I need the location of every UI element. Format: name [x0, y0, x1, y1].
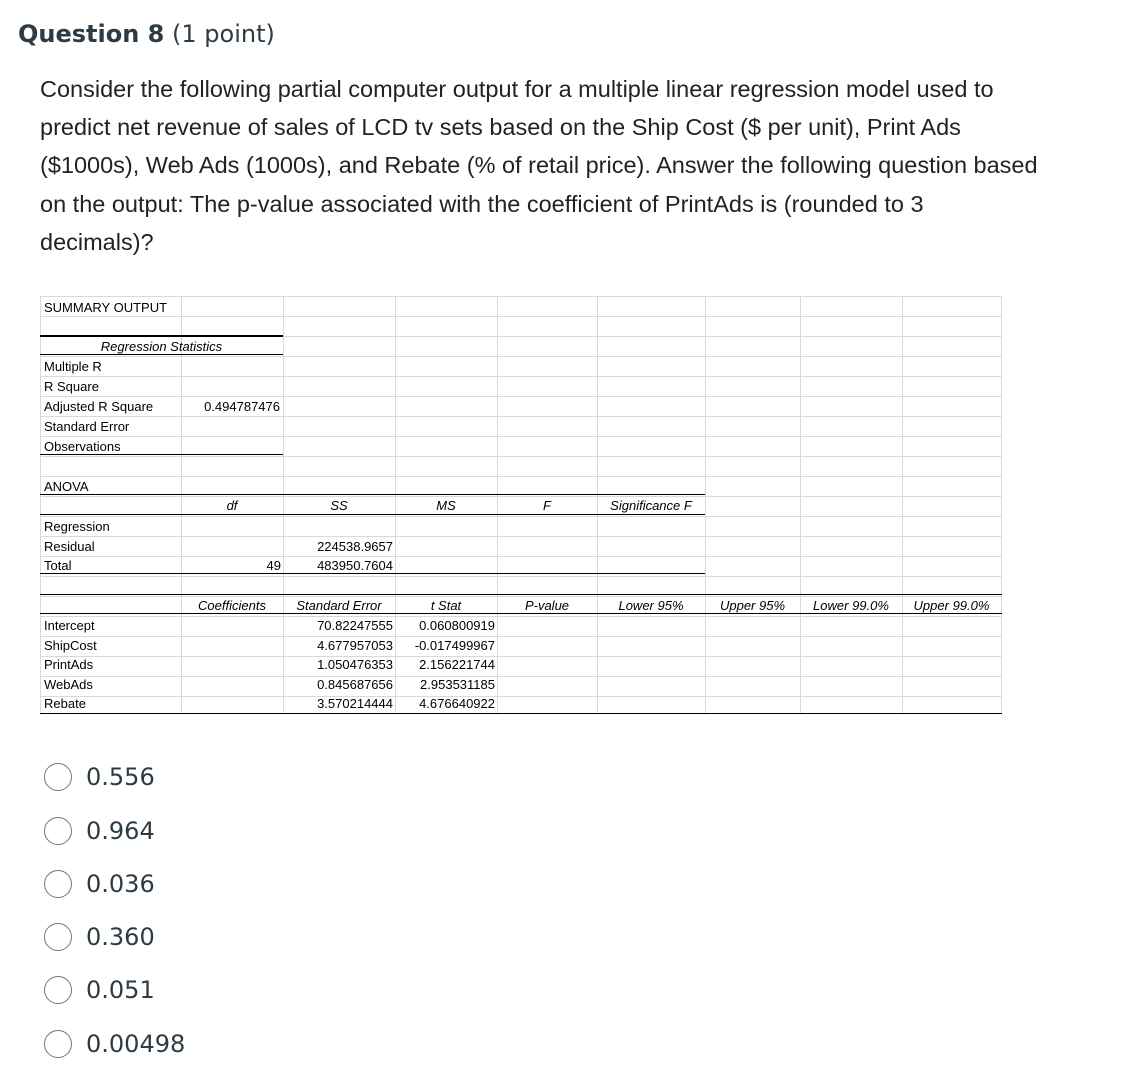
question-text: Consider the following partial computer output for a multiple linear regression model used to predict net revenue of sales of LCD tv sets based on the Ship Cost ($ per unit), Print Ads ($1000s), Web Ads (1000s), and Rebate (% of retail price). Answer the following question based on the output: The p-value associated with the coefficient of PrintAds is (rounded to 3 decimals)? — [40, 76, 1038, 255]
coef-row-label: WebAds — [44, 677, 93, 692]
coef-se: 0.845687656 — [317, 677, 393, 692]
answer-option[interactable] — [44, 864, 155, 904]
coef-tstat: -0.017499967 — [414, 638, 495, 653]
question-points: (1 point) — [172, 20, 275, 48]
stat-label: Multiple R — [44, 359, 102, 374]
total-df-value: 49 — [266, 558, 281, 573]
coef-header: Coefficients — [198, 598, 266, 613]
coef-header: Upper 95% — [719, 598, 786, 613]
answer-option[interactable] — [44, 811, 155, 851]
coef-se: 70.82247555 — [317, 618, 393, 633]
answer-option[interactable] — [44, 917, 155, 957]
anova-row-label: Total — [44, 558, 72, 573]
summary-title: SUMMARY OUTPUT — [44, 300, 168, 315]
question-number: Question 8 — [18, 20, 165, 48]
coef-tstat: 2.156221744 — [419, 657, 495, 672]
coef-se: 4.677957053 — [317, 638, 393, 653]
radio-button[interactable] — [44, 976, 72, 1004]
stat-label: Adjusted R Square — [44, 399, 154, 414]
radio-button[interactable] — [44, 870, 72, 898]
anova-header: df — [226, 498, 238, 513]
residual-ss-value: 224538.9657 — [317, 539, 393, 554]
coef-row-label: PrintAds — [44, 657, 94, 672]
adjusted-r-square-value: 0.494787476 — [204, 399, 280, 414]
anova-header: MS — [436, 498, 456, 513]
coef-header: t Stat — [430, 598, 462, 613]
coef-header: Standard Error — [296, 598, 382, 613]
regression-statistics-header: Regression Statistics — [100, 339, 223, 354]
coef-header: P-value — [524, 598, 570, 613]
coef-row-label: Intercept — [44, 618, 95, 633]
answer-option[interactable] — [44, 970, 155, 1010]
question-title — [18, 18, 275, 50]
stat-label: Observations — [44, 439, 121, 454]
anova-row-label: Residual — [44, 539, 95, 554]
coef-se: 1.050476353 — [317, 657, 393, 672]
coef-row-label: ShipCost — [44, 638, 97, 653]
stat-label: Standard Error — [44, 419, 130, 434]
anova-title: ANOVA — [44, 479, 89, 494]
radio-button[interactable] — [44, 817, 72, 845]
option-label: 0.964 — [86, 817, 155, 845]
radio-button[interactable] — [44, 763, 72, 791]
radio-button[interactable] — [44, 923, 72, 951]
coef-tstat: 0.060800919 — [419, 618, 495, 633]
anova-header: F — [543, 498, 551, 513]
regression-output-image — [40, 296, 1002, 716]
option-label: 0.556 — [86, 763, 155, 791]
radio-button[interactable] — [44, 1030, 72, 1058]
coef-header: Upper 99.0% — [913, 598, 990, 613]
anova-row-label: Regression — [44, 519, 110, 534]
coef-row-label: Rebate — [44, 696, 86, 711]
option-label: 0.036 — [86, 870, 155, 898]
anova-header: Significance F — [610, 498, 692, 513]
coef-header: Lower 95% — [618, 598, 684, 613]
stat-label: R Square — [44, 379, 99, 394]
answer-option[interactable] — [44, 757, 155, 797]
option-label: 0.360 — [86, 923, 155, 951]
coef-tstat: 4.676640922 — [419, 696, 495, 711]
option-label: 0.051 — [86, 976, 155, 1004]
anova-header: SS — [330, 498, 348, 513]
coef-header: Lower 99.0% — [813, 598, 889, 613]
option-label: 0.00498 — [86, 1030, 186, 1058]
coef-tstat: 2.953531185 — [420, 677, 495, 692]
answer-option[interactable] — [44, 1024, 185, 1064]
total-ss-value: 483950.7604 — [317, 558, 393, 573]
coef-se: 3.570214444 — [317, 696, 393, 711]
